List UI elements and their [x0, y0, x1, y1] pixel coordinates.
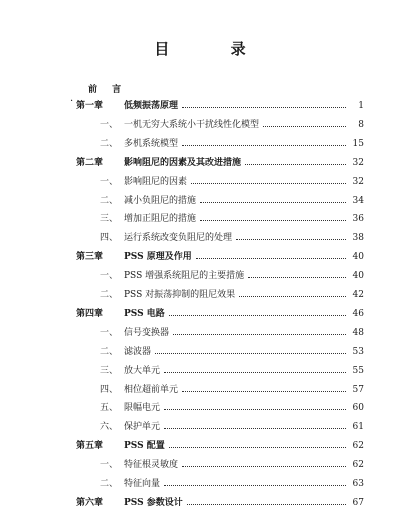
toc-entry-title: 放大单元: [124, 365, 161, 376]
toc-entry-number: 四、: [100, 233, 119, 244]
toc-entry-number: 第五章: [76, 441, 104, 452]
toc-leader-dots: [187, 504, 346, 505]
toc-leader-dots: [263, 126, 346, 127]
toc-entry-number: 一、: [100, 271, 119, 282]
toc-section-row: 一、 一机无穷大系统小干扰线性化模型 8: [100, 119, 364, 130]
toc-entry-title: PSS 对振荡抑制的阻尼效果: [124, 290, 236, 300]
toc-entry-number: 一、: [100, 327, 119, 338]
toc-entry-number: 三、: [100, 214, 119, 225]
toc-leader-dots: [200, 220, 346, 221]
toc-leader-dots: [164, 409, 346, 410]
foreword-label: 前 言: [88, 85, 128, 95]
toc-entry-title: PSS 原理及作用: [124, 252, 192, 263]
toc-leader-dots: [182, 466, 346, 467]
toc-leader-dots: [239, 296, 346, 297]
toc-section-row: 四、 运行系统改变负阻尼的处理 38: [100, 233, 364, 244]
toc-section-row: 二、 PSS 对振荡抑制的阻尼效果 42: [100, 290, 364, 300]
toc-section-row: 一、 PSS 增强系统阻尼的主要措施 40: [100, 271, 364, 282]
toc-leader-dots: [155, 353, 346, 354]
toc-chapter-row: 第五章 PSS 配置 62: [76, 441, 364, 452]
toc-leader-dots: [191, 183, 346, 184]
toc-entry-title: 保护单元: [124, 422, 161, 433]
toc-leader-dots: [245, 164, 346, 165]
toc-entry-title: 滤波器: [124, 346, 152, 357]
toc-section-row: 三、 放大单元 55: [100, 365, 364, 376]
toc-entry-title: 低频振荡原理: [124, 101, 179, 111]
toc-entry-title: 减小负阻尼的措施: [124, 195, 197, 206]
toc-leader-dots: [164, 372, 346, 373]
toc-leader-dots: [164, 485, 346, 486]
toc-entry-number: 四、: [100, 384, 119, 395]
toc-entry-title: 影响阻尼的因素: [124, 176, 188, 187]
toc-section-row: 三、 增加正阻尼的措施 36: [100, 214, 364, 225]
toc-entry-title: 限幅电元: [124, 403, 161, 414]
toc-section-row: 二、 特征向量 63: [100, 479, 364, 489]
toc-entry-number: 二、: [100, 346, 119, 357]
toc-section-row: 六、 保护单元 61: [100, 422, 364, 433]
toc-entry-number: 一、: [100, 119, 119, 130]
toc-chapter-row: 第三章 PSS 原理及作用 40: [76, 252, 364, 263]
toc-leader-dots: [182, 145, 346, 146]
toc-chapter-row: 第二章 影响阻尼的因素及其改进措施 32: [76, 157, 364, 168]
toc-leader-dots: [182, 391, 346, 392]
toc-leader-dots: [196, 258, 346, 259]
toc-entry-number: 五、: [100, 403, 119, 414]
toc-entry-title: PSS 配置: [124, 441, 165, 452]
toc-leader-dots: [200, 202, 346, 203]
toc-entry-title: 相位超前单元: [124, 384, 179, 395]
toc-entry-number: 第一章: [76, 101, 104, 111]
toc-section-row: 二、 减小负阻尼的措施 34: [100, 195, 364, 206]
toc-leader-dots: [173, 334, 346, 335]
toc-chapter-row: 第一章 低频振荡原理 1: [76, 101, 364, 111]
toc-entry-number: 二、: [100, 195, 119, 206]
toc-entry-number: 第四章: [76, 308, 104, 319]
toc-section-row: 一、 影响阻尼的因素 32: [100, 176, 364, 187]
toc-entry-number: 第六章: [76, 497, 104, 508]
toc-entry-number: 第二章: [76, 157, 104, 168]
toc-chapter-row: 第四章 PSS 电路 46: [76, 308, 364, 319]
toc-entry-title: PSS 增强系统阻尼的主要措施: [124, 271, 245, 282]
toc-entry-number: 二、: [100, 290, 119, 300]
toc-entry-title: PSS 电路: [124, 308, 165, 319]
toc-section-row: 二、 多机系统模型 15: [100, 138, 364, 149]
toc-entry-number: 二、: [100, 138, 119, 149]
toc-entry-title: 影响阻尼的因素及其改进措施: [124, 157, 242, 168]
toc-entry-title: 一机无穷大系统小干扰线性化模型: [124, 119, 260, 130]
margin-mark: ·: [70, 96, 74, 107]
toc-section-row: 一、 信号变换器 48: [100, 327, 364, 338]
toc-leader-dots: [248, 277, 346, 278]
toc-section-row: 一、 特征根灵敏度 62: [100, 460, 364, 471]
toc-entry-number: 一、: [100, 176, 119, 187]
toc-section-row: 二、 滤波器 53: [100, 346, 364, 357]
toc-leader-dots: [169, 315, 346, 316]
toc-entry-number: 二、: [100, 479, 119, 489]
toc-entry-title: PSS 参数设计: [124, 497, 183, 508]
toc-entry-title: 增加正阻尼的措施: [124, 214, 197, 225]
toc-entry-title: 特征向量: [124, 479, 161, 489]
page-title: 目 录: [154, 40, 274, 58]
toc-entry-title: 多机系统模型: [124, 138, 179, 149]
toc-leader-dots: [169, 447, 346, 448]
toc-entry-number: 三、: [100, 365, 119, 376]
toc-entry-number: 第三章: [76, 252, 104, 263]
toc-entry-title: 信号变换器: [124, 327, 170, 338]
toc-chapter-row: 第六章 PSS 参数设计 67: [76, 497, 364, 508]
toc-leader-dots: [164, 428, 346, 429]
toc-leader-dots: [182, 107, 346, 108]
toc-entry-number: 六、: [100, 422, 119, 433]
toc-entry-title: 运行系统改变负阻尼的处理: [124, 233, 233, 244]
toc-entry-number: 一、: [100, 460, 119, 471]
toc-foreword: [0, 80, 400, 96]
toc-leader-dots: [236, 239, 346, 240]
toc-entry-title: 特征根灵敏度: [124, 460, 179, 471]
toc-section-row: 五、 限幅电元 60: [100, 403, 364, 414]
toc-section-row: 四、 相位超前单元 57: [100, 384, 364, 395]
